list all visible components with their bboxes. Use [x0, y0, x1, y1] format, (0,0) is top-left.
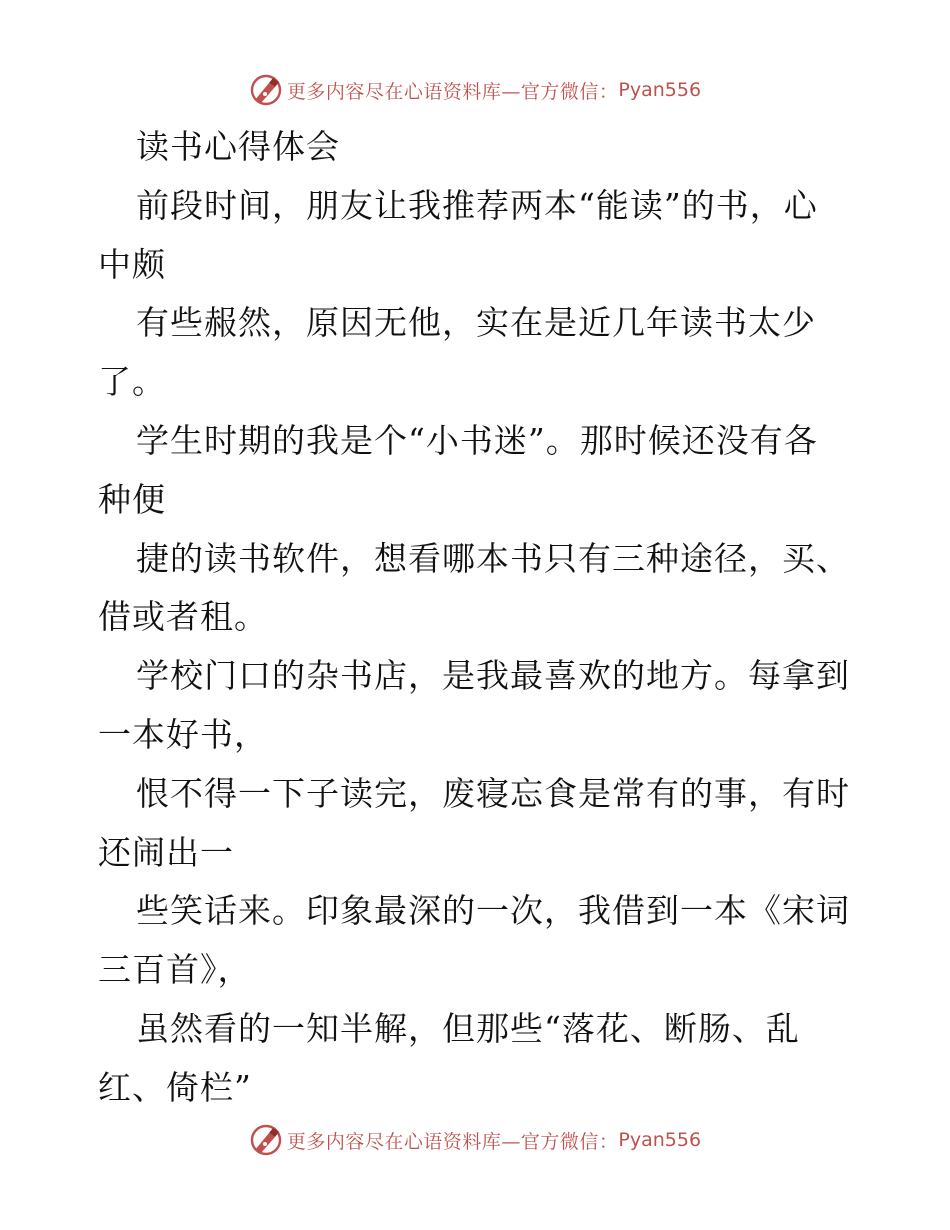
footer-watermark: [0, 1120, 950, 1160]
text-line: 些笑话来。印象最深的一次，我借到一本《宋词: [136, 891, 850, 931]
text-line: 中颇: [98, 244, 166, 284]
text-line: 种便: [98, 479, 166, 519]
text-line: 恨不得一下子读完，废寝忘食是常有的事，有时: [136, 773, 850, 813]
watermark-text: 更多内容尽在心语资料库—官方微信：: [286, 1130, 619, 1153]
text-line: 还闹出一: [98, 832, 234, 872]
pen-nib-logo-icon: [249, 73, 283, 107]
text-line: 学生时期的我是个“小书迷”。那时候还没有各: [136, 420, 818, 460]
wechat-id: Pyan556: [618, 1129, 702, 1151]
text-line: 了。: [98, 362, 166, 402]
text-line: 捷的读书软件，想看哪本书只有三种途径，买、: [136, 538, 850, 578]
text-line: 红、倚栏”: [98, 1067, 252, 1107]
pen-nib-logo-icon: [249, 1123, 283, 1157]
text-line: 三百首》，: [98, 950, 252, 990]
document-body: [98, 118, 858, 1118]
text-line: 虽然看的一知半解，但那些“落花、断肠、乱: [136, 1008, 800, 1048]
text-line: 有些赧然，原因无他，实在是近几年读书太少: [136, 303, 816, 343]
wechat-id: Pyan556: [618, 79, 702, 101]
header-watermark: [0, 70, 950, 110]
text-line: 学校门口的杂书店，是我最喜欢的地方。每拿到: [136, 656, 850, 696]
document-title: 读书心得体会: [136, 127, 340, 166]
watermark-text: 更多内容尽在心语资料库—官方微信：: [286, 80, 619, 103]
text-line: 一本好书，: [98, 714, 268, 754]
text-line: 借或者租。: [98, 597, 268, 637]
text-line: 前段时间，朋友让我推荐两本“能读”的书，心: [136, 185, 818, 225]
